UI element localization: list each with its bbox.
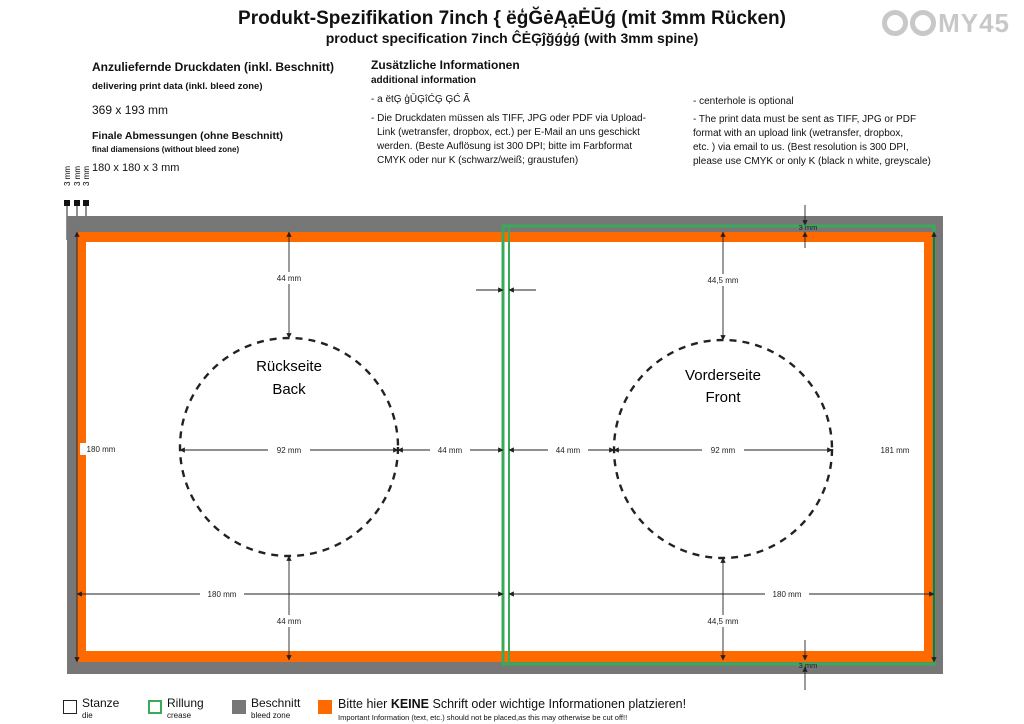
dim-3mm-bottom: 3 mm [798,661,818,670]
dim-44-mid-right: 44 mm [555,446,581,455]
dim-44-bottom-left: 44 mm [276,617,302,626]
info-en-line-4: etc. ) via email to us. (Best resolution is 300 DPI, [693,142,909,153]
dim-180-left-vertical: 180 mm [86,445,116,454]
dim-180-bottom-left: 180 mm [207,590,237,599]
info-de-line-5: CMYK oder nur K (schwarz/weiß; graustufen) [377,155,579,166]
print-data-size: 369 x 193 mm [92,103,169,117]
print-data-header-en: delivering print data (inkl. bleed zone) [92,81,263,92]
page-subtitle: product specification 7inch ĈĖĢĵğǵģǵ (with 3mm spine) [325,30,699,46]
dim-92-right: 92 mm [710,446,736,455]
front-label-en: Front [705,389,741,406]
legend-bleed-swatch [232,700,246,714]
info-de-line-1: - a ëtĢ ģŪĢîĆĢ ĢĆ Ã [371,94,470,105]
info-de-line-3: Link (wetransfer, dropbox, ect.) per E-Mail an uns geschickt [377,127,640,138]
legend-warning-post: Schrift oder wichtige Informationen platzieren! [429,697,687,711]
print-data-header: Anzuliefernde Druckdaten (inkl. Beschnitt) [92,60,335,74]
front-label: Vorderseite [685,367,761,384]
page-title: Produkt-Spezifikation 7inch { ëģĞėĄạĖŪǵ (mit 3mm Rücken) [238,8,786,29]
legend-die-sub: die [82,711,93,720]
legend-warning-bold: KEINE [390,697,430,711]
final-dimensions-header-en: final diamensions (without bleed zone) [92,145,240,154]
info-en-line-5: please use CMYK or only K (black n white, greyscale) [693,156,931,167]
legend-crease-swatch [148,700,162,714]
info-en-line-3: format with an upload link (wetransfer, dropbox, [693,128,904,139]
dim-181-right-vertical: 181 mm [880,446,910,455]
final-dimensions-size: 180 x 180 x 3 mm [92,162,180,174]
dim-180-bottom-right: 180 mm [772,590,802,599]
dim-92-left: 92 mm [276,446,302,455]
info-de-line-4: werden. (Beste Auflösung ist 300 DPI; bitte im Farbformat [377,141,633,152]
info-en-line-2: - The print data must be sent as TIFF, JPG or PDF [693,114,917,125]
additional-info-header: Zusätzliche Informationen [371,58,520,72]
legend-crease-sub: crease [167,711,192,720]
legend-bleed-label: Beschnitt [251,696,301,710]
legend-crease-label: Rillung [167,696,204,710]
additional-info-header-en: additional information [371,75,476,86]
legend-safe-swatch [318,700,332,714]
legend-die-swatch [63,700,77,714]
spine-mark-label-2: 3 mm [73,166,82,186]
legend-die-label: Stanze [82,696,120,710]
dim-445-bottom-right: 44,5 mm [707,617,739,626]
spine-mark-label-1: 3 mm [63,166,72,186]
final-dimensions-header: Finale Abmessungen (ohne Beschnitt) [92,130,283,142]
spine-mark-label-3: 3 mm [82,166,91,186]
info-de-line-2: - Die Druckdaten müssen als TIFF, JPG oder PDF via Upload- [371,113,646,124]
back-label: Rückseite [256,358,322,375]
dim-3mm-top: 3 mm [798,223,818,232]
dim-445-top-right: 44,5 mm [707,276,739,285]
legend-warning [338,697,686,711]
logo-text: MY45 [938,8,1010,38]
legend-warning-sub: Important Information (text, etc.) should not be placed,as this may otherwise be cut off!! [338,713,628,722]
dim-44-mid-left: 44 mm [437,446,463,455]
dim-44-top-left: 44 mm [276,274,302,283]
info-en-line-1: - centerhole is optional [693,96,794,107]
legend-warning-pre: Bitte hier [338,697,391,711]
legend-bleed-sub: bleed zone [251,711,291,720]
back-label-en: Back [272,381,306,398]
